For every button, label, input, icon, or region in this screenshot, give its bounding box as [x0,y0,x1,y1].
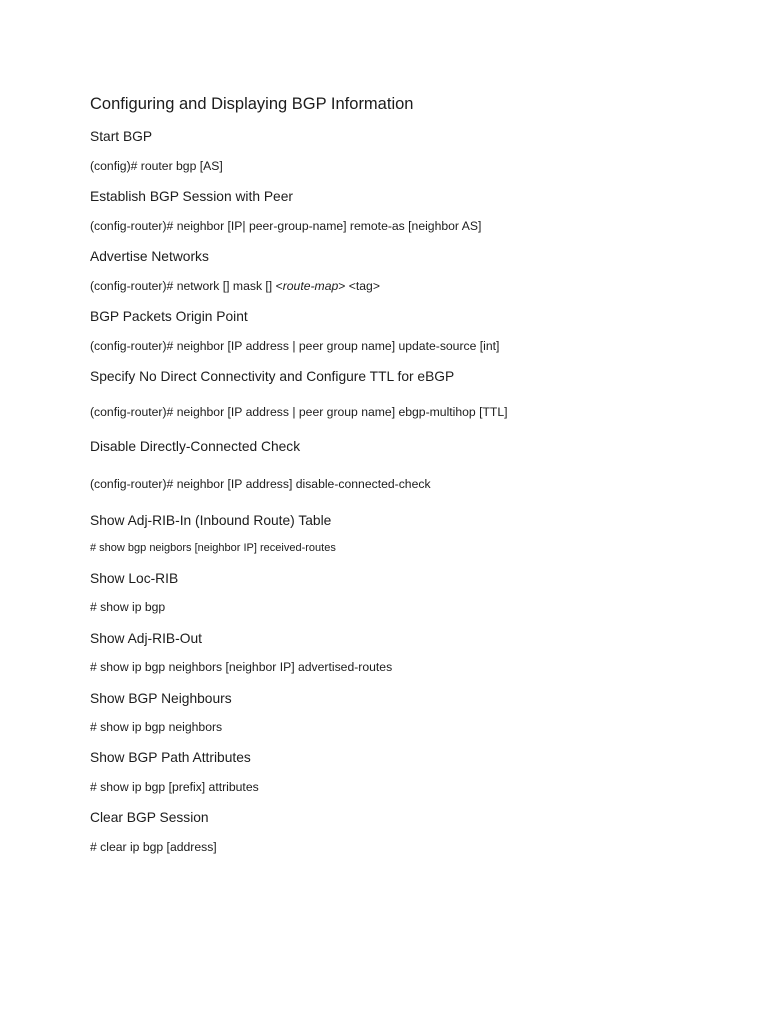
section-heading: Start BGP [90,129,153,144]
command-suffix: > <tag> [338,279,380,293]
section-heading: Show Adj-RIB-Out [90,631,202,646]
section-command: (config-router)# neighbor [IP address | peer group name] update-source [int] [90,339,500,353]
section-command: # show ip bgp neighbors [90,720,223,734]
section-heading: Specify No Direct Connectivity and Configure TTL for eBGP [90,369,455,384]
section-command: # show ip bgp [90,600,166,614]
section-command: (config-router)# neighbor [IP address] disable-connected-check [90,477,431,491]
section-heading: Clear BGP Session [90,810,209,825]
section-command [90,280,380,292]
section-command: # show ip bgp [prefix] attributes [90,780,259,794]
section-heading: BGP Packets Origin Point [90,309,248,324]
section-heading: Show Loc-RIB [90,571,179,586]
command-italic: route-map [282,279,339,293]
section-command: (config)# router bgp [AS] [90,159,223,173]
section-command: # clear ip bgp [address] [90,840,217,854]
section-command: # show ip bgp neighbors [neighbor IP] advertised-routes [90,660,393,674]
section-command: # show bgp neigbors [neighbor IP] received-routes [90,542,336,554]
section-heading: Show BGP Path Attributes [90,750,251,765]
command-prefix: (config-router)# network [] mask [] < [90,279,283,293]
document-title: Configuring and Displaying BGP Information [90,95,414,113]
section-heading: Advertise Networks [90,249,209,264]
section-heading: Show BGP Neighbours [90,691,232,706]
section-command: (config-router)# neighbor [IP| peer-group-name] remote-as [neighbor AS] [90,219,482,233]
section-heading: Show Adj-RIB-In (Inbound Route) Table [90,513,332,528]
section-heading: Establish BGP Session with Peer [90,189,293,204]
section-heading: Disable Directly-Connected Check [90,439,301,454]
section-command: (config-router)# neighbor [IP address | peer group name] ebgp-multihop [TTL] [90,405,508,419]
